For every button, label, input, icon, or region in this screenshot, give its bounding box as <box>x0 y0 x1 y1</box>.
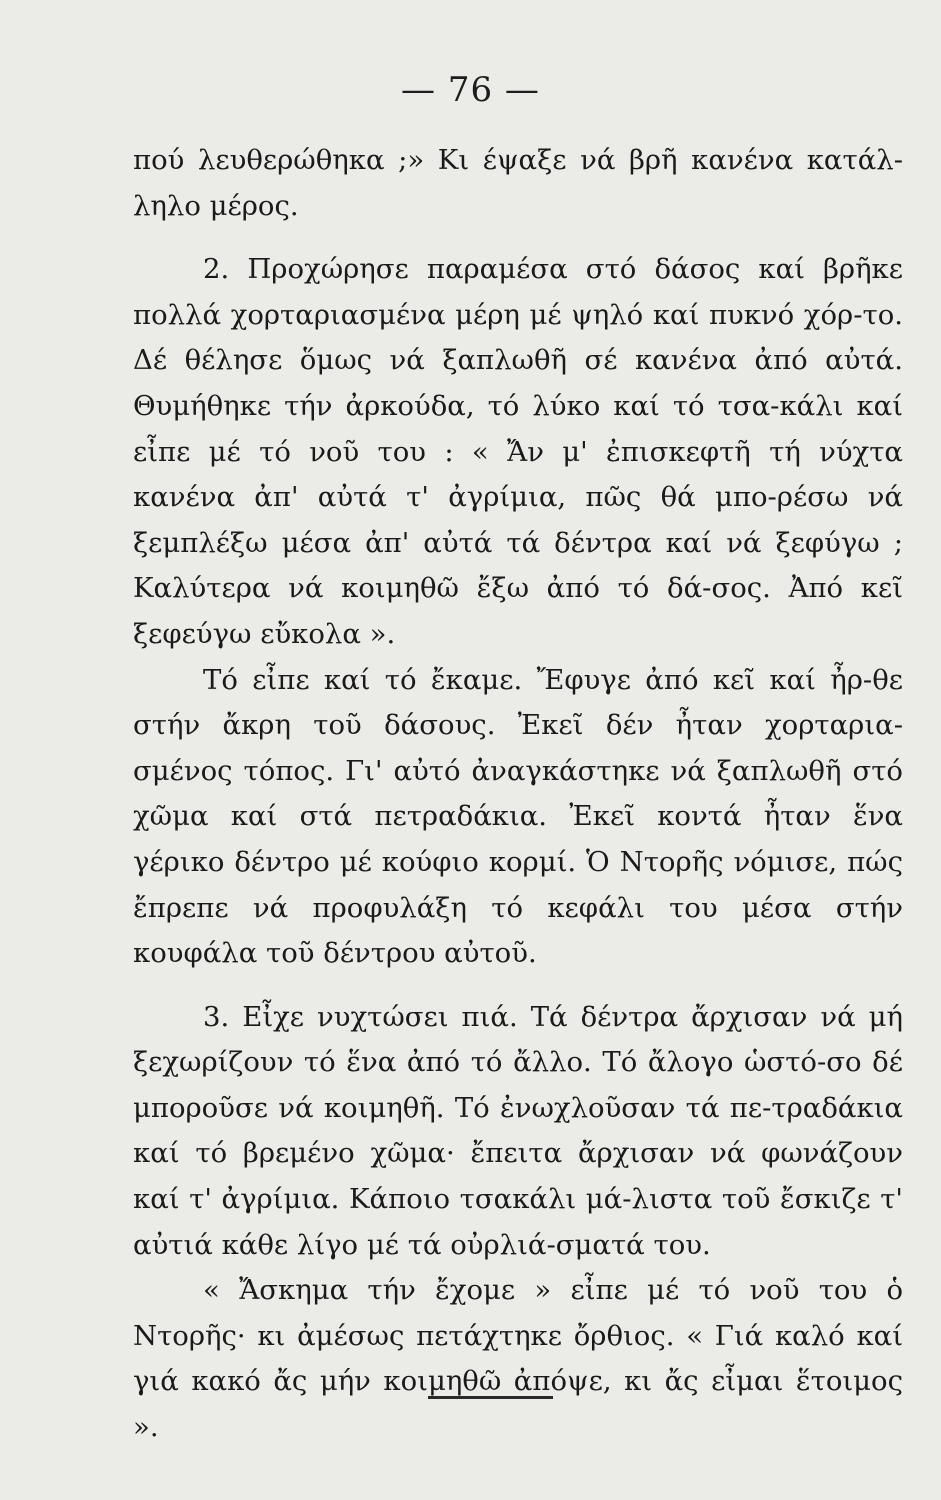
paragraph: « Ἄσκημα τήν ἔχομε » εἶπε μέ τό νοῦ του ὁ Ντορῆς· κι ἀμέσως πετάχτηκε ὄρθιος. « Γιά καλό καί γιά κακό ἄς μήν κοιμηθῶ ἀπόψε, κι ἄς εἶμαι ἕτοιμος ». <box>133 1274 903 1444</box>
paragraph-continuation: πού λευθερώθηκα ;» Κι έψαξε νά βρῆ κανένα κατάλ-ληλο μέρος. <box>133 144 903 222</box>
paragraph-section-3: 3. Εἶχε νυχτώσει πιά. Τά δέντρα ἄρχισαν νά μή ξεχωρίζουν τό ἕνα ἀπό τό ἄλλο. Τό ἄλογο ὡστό-σο δέ μποροῦσε νά κοιμηθῆ. Τό ἐνωχλοῦσαν τά πε-τραδάκια καί τό βρεμένο χῶμα· ἔπειτα ἄρχισαν νά φωνάζουν καί τ' ἀγρίμια. Κάποιο τσακάλι μά-λιστα τοῦ ἔσκιζε τ' αὐτιά κάθε λίγο μέ τά οὐρλιά-σματά του. <box>133 1000 903 1261</box>
end-rule <box>428 1396 553 1399</box>
page-number: — 76 — <box>401 70 540 110</box>
paragraph: Τό εἶπε καί τό ἔκαμε. Ἔφυγε ἀπό κεῖ καί ἦρ-θε στήν ἄκρη τοῦ δάσους. Ἐκεῖ δέν ἦταν χορταρια-σμένος τόπος. Γι' αὐτό ἀναγκάστηκε νά ξαπλωθῆ στό χῶμα καί στά πετραδάκια. Ἐκεῖ κοντά ἦταν ἕνα γέρικο δέντρο μέ κούφιο κορμί. Ὁ Ντορῆς νόμισε, πώς ἔπρεπε νά προφυλάξη τό κεφάλι του μέσα στήν κουφάλα τοῦ δέντρου αὐτοῦ. <box>133 663 903 970</box>
body-text <box>133 138 903 1451</box>
paragraph-section-2: 2. Προχώρησε παραμέσα στό δάσος καί βρῆκε πολλά χορταριασμένα μέρη μέ ψηλό καί πυκνό χόρ-το. Δέ θέλησε ὅμως νά ξαπλωθῆ σέ κανένα ἀπό αὐτά. Θυμήθηκε τήν ἀρκούδα, τό λύκο καί τό τσα-κάλι καί εἶπε μέ τό νοῦ του : « Ἄν μ' ἐπισκεφτῆ τή νύχτα κανένα ἀπ' αὐτά τ' ἀγρίμια, πῶς θά μπο-ρέσω νά ξεμπλέξω μέσα ἀπ' αὐτά τά δέντρα καί νά ξεφύγω ; Καλύτερα νά κοιμηθῶ ἔξω ἀπό τό δά-σος. Ἀπό κεῖ ξεφεύγω εὔκολα ». <box>133 253 903 650</box>
